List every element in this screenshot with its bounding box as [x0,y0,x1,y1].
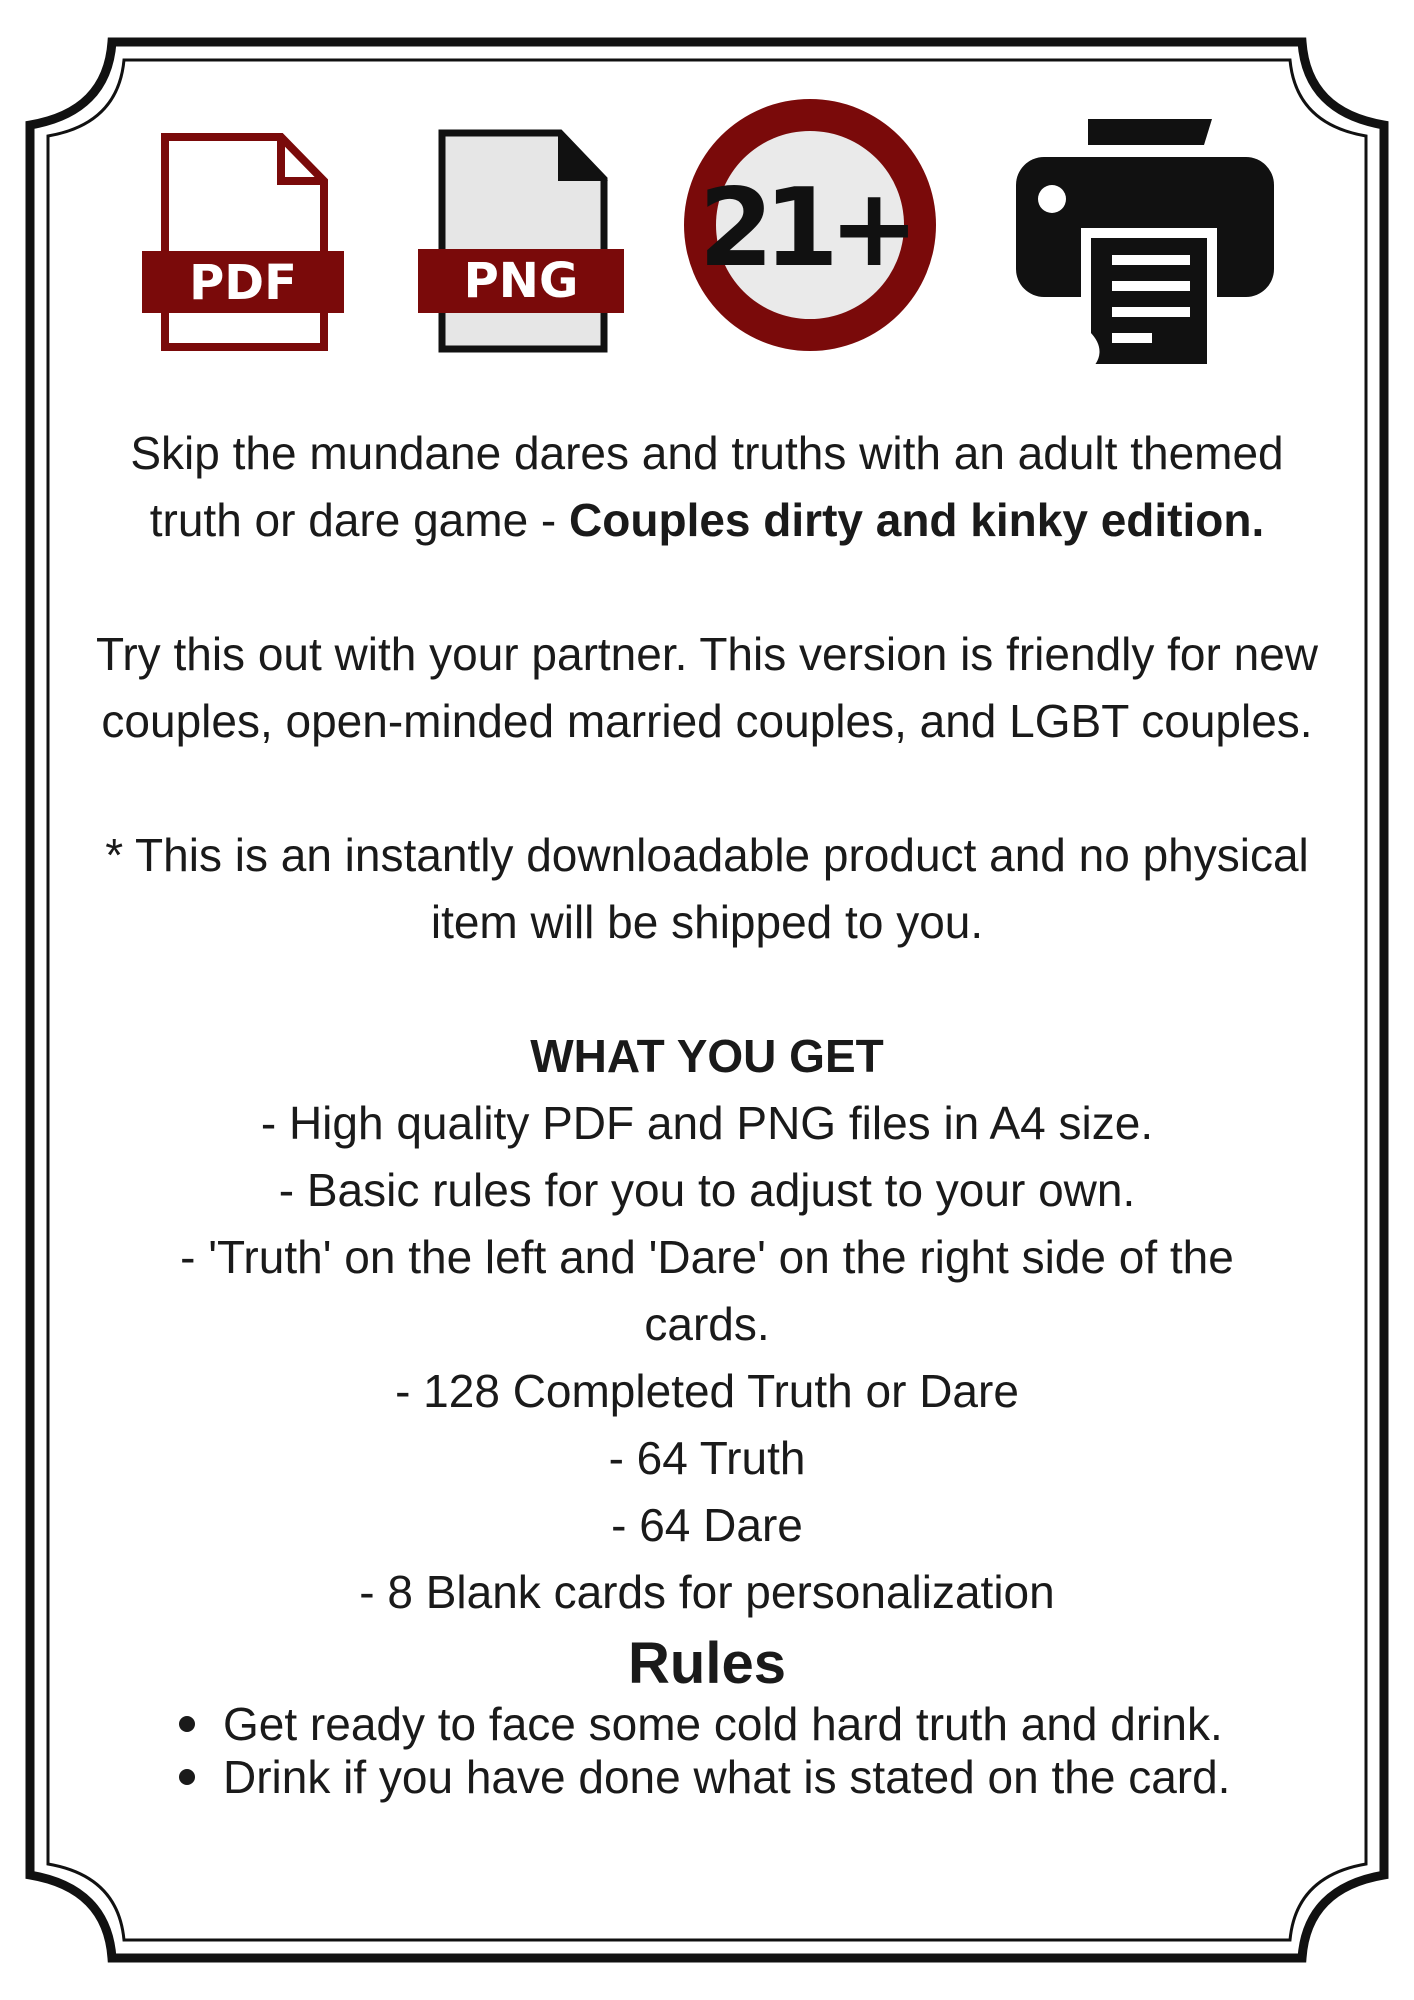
what-you-get-item: - 8 Blank cards for personalization [359,1566,1055,1618]
product-description [80,420,1334,1804]
rules-heading: Rules [628,1631,786,1696]
intro-paragraph [80,420,1334,554]
pdf-file-icon [138,133,348,353]
what-you-get-item: - High quality PDF and PNG files in A4 size. [260,1097,1154,1149]
download-note: * This is an instantly downloadable product and no physical item will be shipped to you. [105,829,1309,948]
spacer [80,554,1334,621]
rule-text: Drink if you have done what is stated on the card. [223,1751,1231,1803]
what-you-get-item: - 'Truth' on the left and 'Dare' on the right side of the cards. [180,1231,1234,1350]
format-icons-row [0,95,1414,385]
bullet-icon [179,1716,195,1732]
spacer [80,755,1334,822]
age-label: 21+ [698,166,910,291]
intro-edition: Couples dirty and kinky edition. [569,494,1265,546]
rules-list [80,1698,1334,1804]
audience-paragraph: Try this out with your partner. This version is friendly for new couples, open-minded married couples, and LGBT couples. [95,628,1319,747]
rule-text: Get ready to face some cold hard truth and drink. [223,1698,1223,1750]
png-file-icon [414,129,628,355]
spacer [80,956,1334,1023]
what-you-get-item: - 64 Dare [611,1499,803,1551]
printer-icon [1016,115,1276,375]
what-you-get-item: - Basic rules for you to adjust to your own. [278,1164,1136,1216]
bullet-icon [179,1769,195,1785]
rule-item [175,1751,1334,1804]
pdf-label: PDF [189,255,297,311]
what-you-get-heading: WHAT YOU GET [530,1030,884,1082]
png-label: PNG [463,253,579,309]
rule-item [175,1698,1334,1751]
what-you-get-item: - 128 Completed Truth or Dare [395,1365,1019,1417]
what-you-get-item: - 64 Truth [608,1432,806,1484]
intro-text: Skip the mundane dares and truths with an adult themed truth or dare game - [130,427,1284,546]
age-restriction-icon [680,95,940,355]
